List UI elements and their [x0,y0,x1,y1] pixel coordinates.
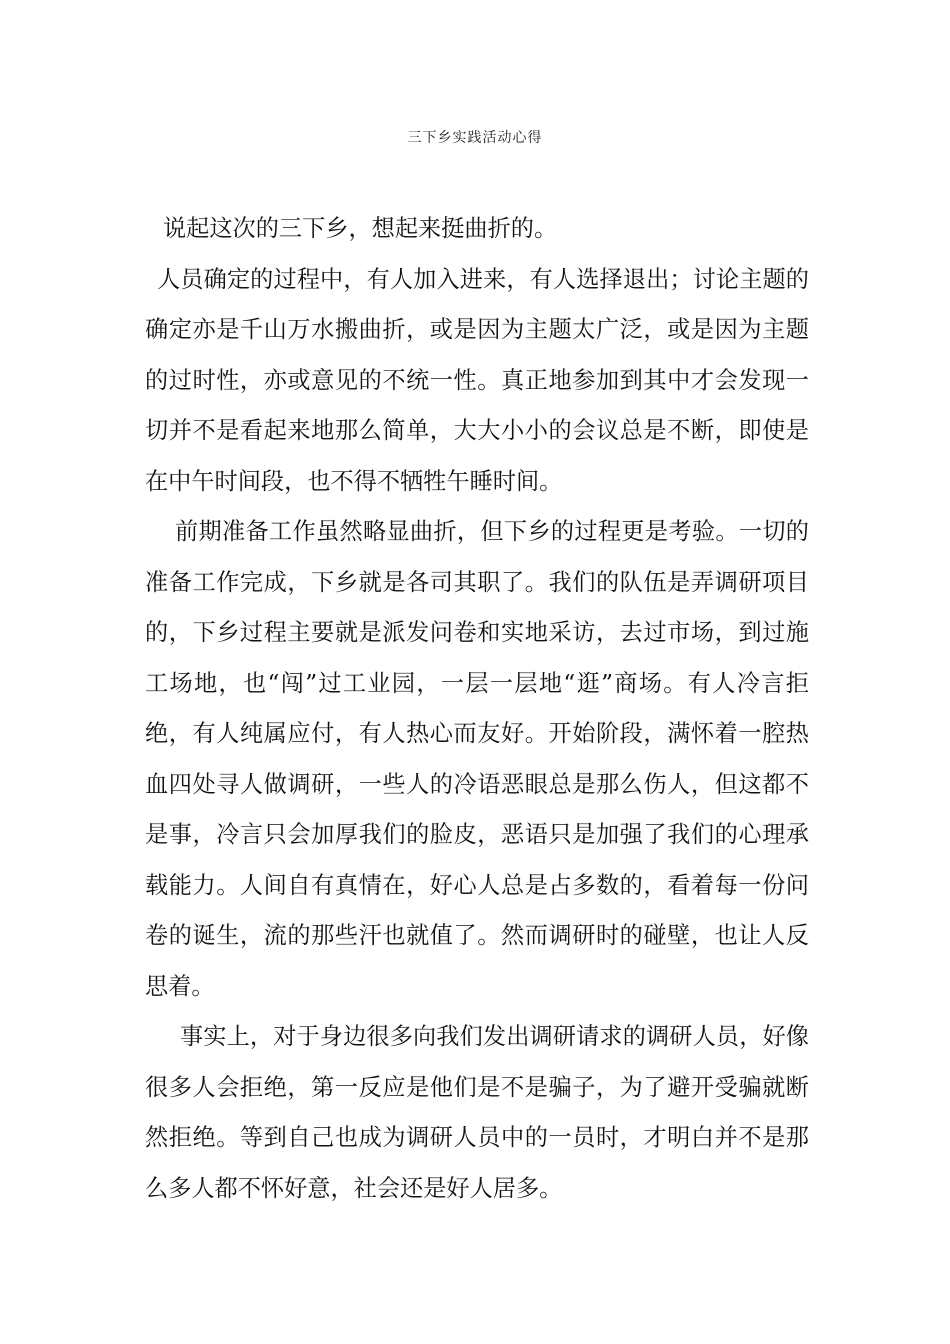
paragraph-1: 说起这次的三下乡，想起来挺曲折的。 [163,215,558,242]
document-body [145,204,809,1214]
page-header-title: 三下乡实践活动心得 [407,130,543,146]
paragraph-4: 事实上，对于身边很多向我们发出调研请求的调研人员，好像很多人会拒绝，第一反应是他们是不是骗子，为了避开受骗就断然拒绝。等到自己也成为调研人员中的一员时，才明白并不是那么多人都不怀好意，社会还是好人居多。 [145,1023,809,1202]
paragraph-2: 人员确定的过程中，有人加入进来，有人选择退出；讨论主题的确定亦是千山万水搬曲折，或是因为主题太广泛，或是因为主题的过时性，亦或意见的不统一性。真正地参加到其中才会发现一切并不是看起来地那么简单，大大小小的会议总是不断，即使是在中午时间段，也不得不牺牲午睡时间。 [145,265,809,495]
paragraph-3: 前期准备工作虽然略显曲折，但下乡的过程更是考验。一切的准备工作完成，下乡就是各司其职了。我们的队伍是弄调研项目的，下乡过程主要就是派发问卷和实地采访，去过市场，到过施工场地，也“闯”过工业园，一层一层地“逛”商场。有人冷言拒绝，有人纯属应付，有人热心而友好。开始阶段，满怀着一腔热血四处寻人做调研，一些人的冷语恶眼总是那么伤人，但这都不是事，冷言只会加厚我们的脸皮，恶语只是加强了我们的心理承载能力。人间自有真情在，好心人总是占多数的，看着每一份问卷的诞生，流的那些汗也就值了。然而调研时的碰壁，也让人反思着。 [145,518,809,1000]
